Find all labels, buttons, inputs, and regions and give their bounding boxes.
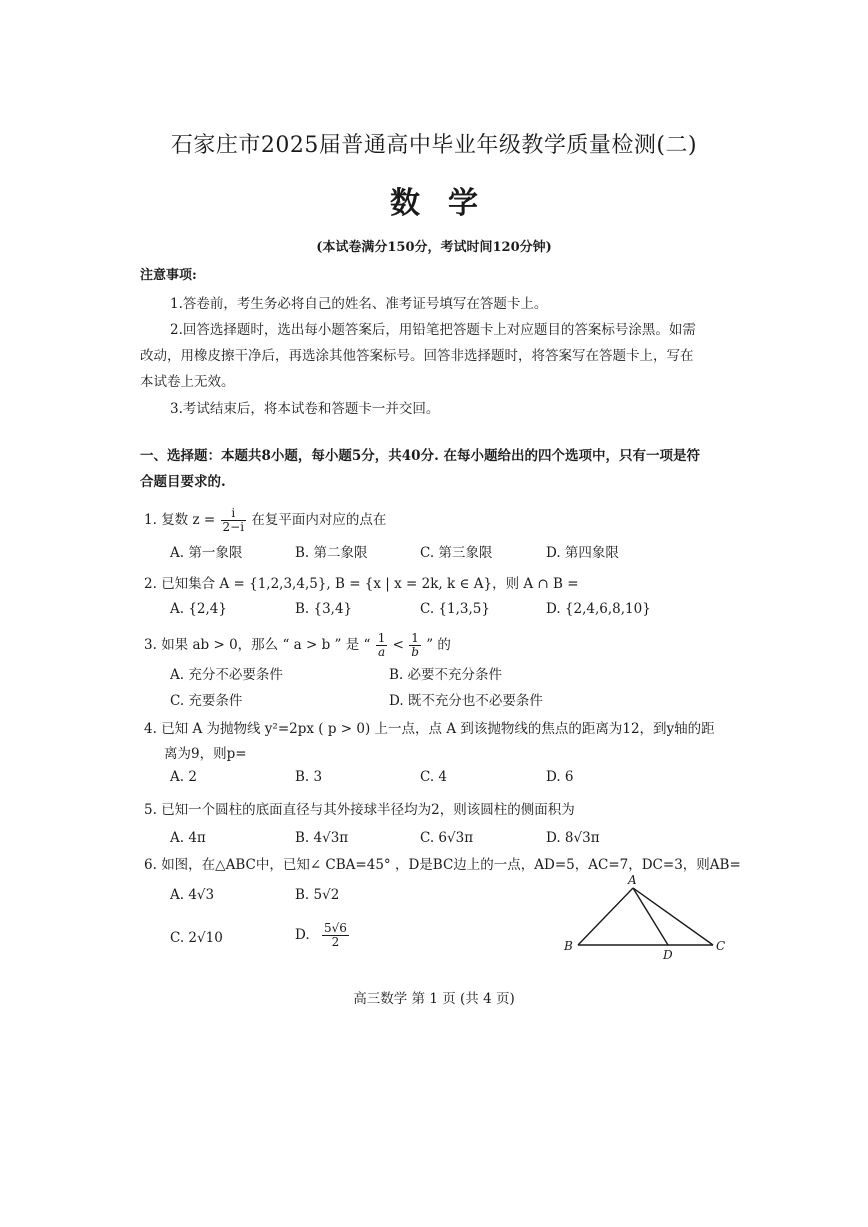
q3-fraction-1-numerator: 1 [377,631,386,645]
q3-prefix: 如果 ab > 0，那么 “ a > b ” 是 “ [161,637,371,653]
q3-option-d: D. 既不充分也不必要条件 [389,693,543,709]
notice-item-2-line-2: 改动，用橡皮擦干净后，再选涂其他答案标号。回答非选择题时，将答案写在答题卡上，写在 [140,348,694,364]
q1-option-c: C. 第三象限 [420,545,493,561]
label-a: A [628,873,637,887]
q6-option-a: A. 4√3 [170,887,215,903]
q1-option-a: A. 第一象限 [170,545,243,561]
question-number: 2. [144,576,157,592]
q6-option-d [295,922,350,949]
notice-heading: 注意事项: [140,268,197,283]
q3-fraction-2 [409,632,421,659]
question-number: 5. [144,802,157,818]
question-2 [144,572,579,592]
q5-option-a: A. 4π [170,830,206,846]
q1-option-d: D. 第四象限 [546,545,619,561]
q3-fraction-1-denominator: a [377,645,386,659]
q5-option-c: C. 6√3π [420,830,474,846]
question-number: 1. [144,512,157,528]
notice-item-3: 3.考试结束后，将本试卷和答题卡一并交回。 [170,401,440,417]
q6-option-d-fraction [322,922,349,949]
q5-option-d: D. 8√3π [546,830,600,846]
q5-option-b: B. 4√3π [295,830,349,846]
segment-ab [578,888,633,945]
q1-prefix: 复数 z = [161,512,216,528]
question-number: 3. [144,637,157,653]
q6-option-d-numerator: 5√6 [323,921,347,935]
exam-title: 石家庄市2025届普通高中毕业年级教学质量检测(二) [170,133,698,158]
q1-suffix: 在复平面内对应的点在 [251,512,387,528]
q3-suffix: ” 的 [426,637,451,653]
q1-fraction-denominator: 2−i [222,520,245,534]
q3-fraction-2-numerator: 1 [409,632,421,646]
question-number: 6. [144,857,157,873]
q4-option-d: D. 6 [546,769,574,785]
q6-option-b: B. 5√2 [295,887,340,903]
notice-item-2-line-3: 本试卷上无效。 [140,374,235,390]
q4-option-b: B. 3 [295,769,323,785]
q4-line-2: 离为9，则p= [164,746,247,762]
question-3 [144,632,451,659]
q5-text: 已知一个圆柱的底面直径与其外接球半径均为2，则该圆柱的侧面积为 [161,802,575,818]
q4-option-a: A. 2 [170,769,197,785]
exam-info: (本试卷满分150分，考试时间120分钟) [316,240,552,255]
q6-option-d-denominator: 2 [331,935,340,949]
segment-ad [633,888,668,945]
q3-less-than: < [392,637,404,653]
question-1 [144,507,386,534]
subject-title: 数学 [390,186,506,221]
label-b: B [564,939,573,953]
q2-option-b: B. {3,4} [295,601,353,617]
notice-item-1: 1.答卷前，考生务必将自己的姓名、准考证号填写在答题卡上。 [170,296,548,312]
triangle-figure [556,870,736,960]
section-heading-line-1: 一、选择题：本题共8小题，每小题5分，共40分. 在每小题给出的四个选项中，只有一项是符 [140,448,700,464]
q3-option-b: B. 必要不充分条件 [389,667,503,683]
q6-option-d-label: D. [295,927,310,943]
q3-option-c: C. 充要条件 [170,693,243,709]
q2-option-d: D. {2,4,6,8,10} [546,601,651,617]
q2-text: 已知集合 A = {1,2,3,4,5}, B = {x | x = 2k, k ∈ A}，则 A ∩ B = [161,576,579,592]
q3-fraction-2-denominator: b [411,645,419,659]
q3-option-a: A. 充分不必要条件 [170,667,283,683]
question-4 [144,717,715,737]
q6-option-c: C. 2√10 [170,930,223,946]
question-5 [144,798,575,818]
section-heading-line-2: 合题目要求的. [140,474,226,490]
q1-fraction [221,507,247,534]
q4-option-c: C. 4 [420,769,448,785]
notice-item-2-line-1: 2.回答选择题时，选出每小题答案后，用铅笔把答题卡上对应题目的答案标号涂黑。如需 [170,322,696,338]
segment-ac [633,888,713,945]
q3-fraction-1 [376,632,388,659]
page-footer: 高三数学 第 1 页 (共 4 页) [353,991,515,1007]
q1-fraction-numerator: i [221,507,247,521]
label-d: D [663,948,673,960]
q1-option-b: B. 第二象限 [295,545,368,561]
triangle-lines [578,888,713,945]
q2-option-c: C. {1,3,5} [420,601,490,617]
q6-text: 如图，在△ABC中，已知∠ CBA=45° ，D是BC边上的一点，AD=5，AC=7，DC=3，则AB= [161,857,741,873]
question-number: 4. [144,721,157,737]
q4-line-1: 已知 A 为抛物线 y²=2px ( p > 0) 上一点，点 A 到该抛物线的焦点的距离为12，到y轴的距 [161,721,715,737]
label-c: C [716,939,726,953]
q2-option-a: A. {2,4} [170,601,227,617]
